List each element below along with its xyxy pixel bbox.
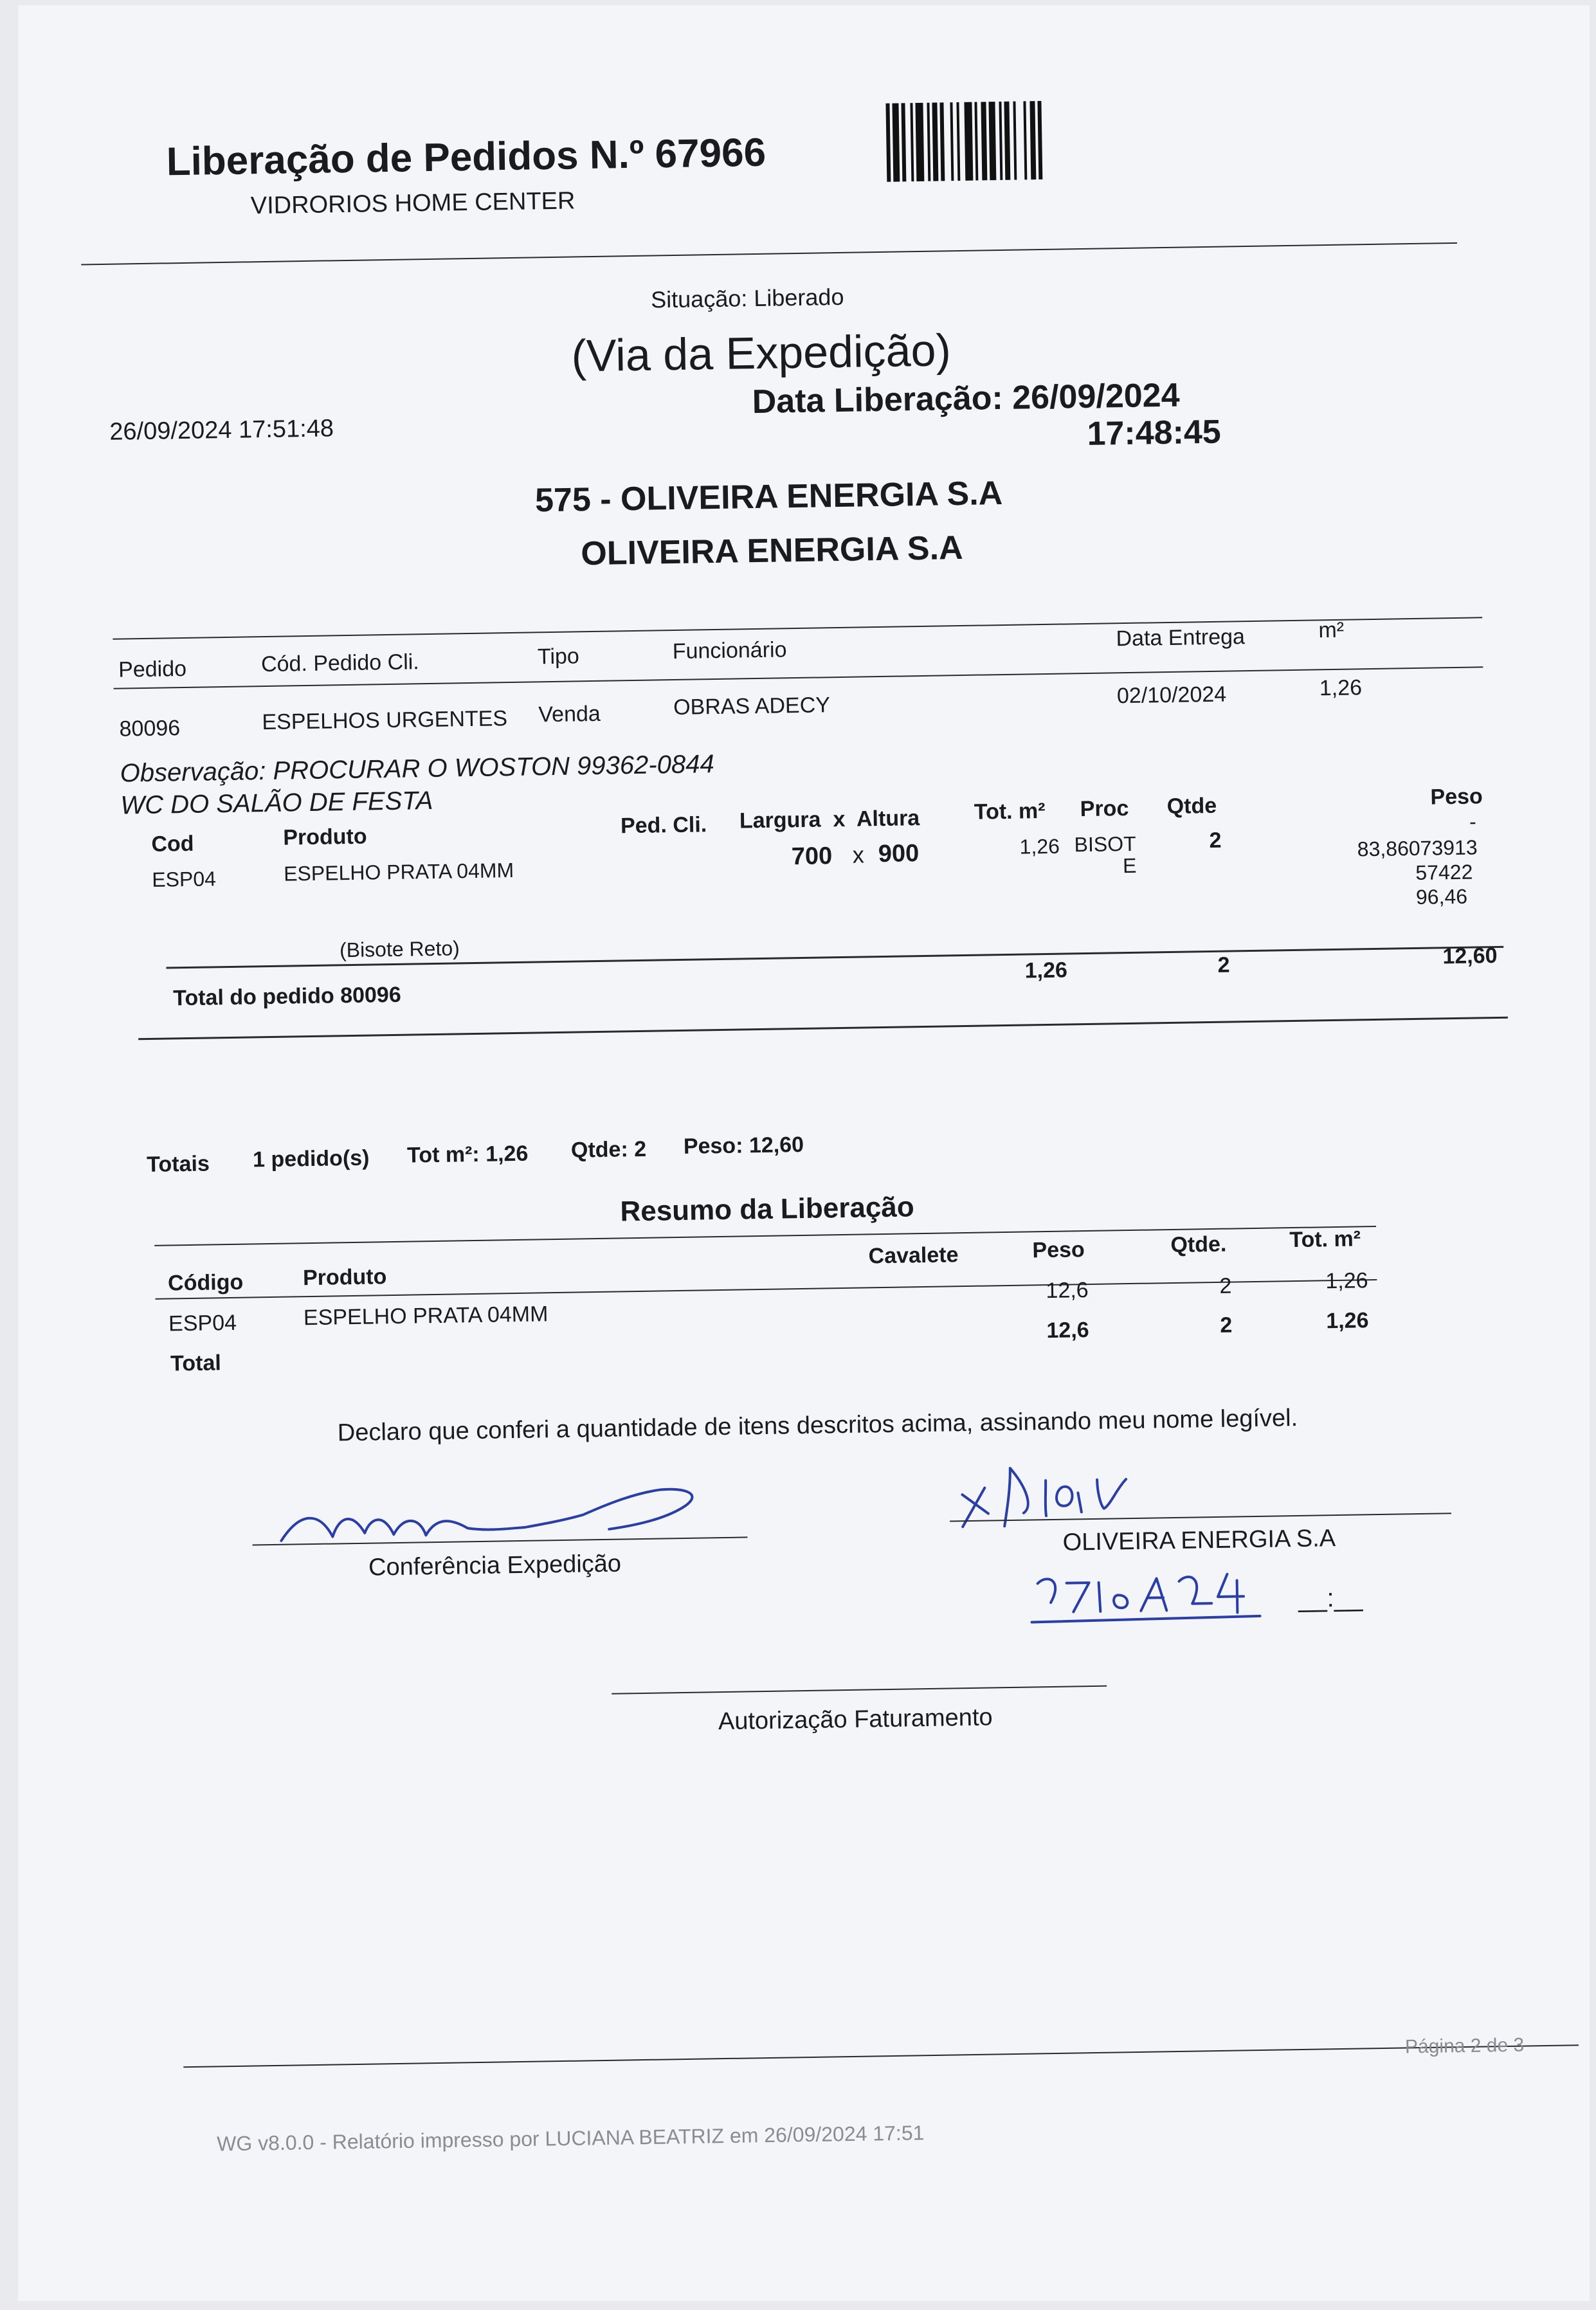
autorizacao-label: Autorização Faturamento bbox=[718, 1704, 993, 1736]
item-cod: ESP04 bbox=[151, 867, 217, 891]
item-peso-4: 96,46 bbox=[1415, 884, 1468, 909]
item-proc-1: BISOT bbox=[1074, 832, 1136, 857]
order-cod-pedido-cli: ESPELHOS URGENTES bbox=[262, 706, 508, 735]
summary-header-tot-m2: Tot. m² bbox=[1289, 1226, 1361, 1253]
summary-total-tot-m2: 1,26 bbox=[1325, 1308, 1369, 1334]
item-note: (Bisote Reto) bbox=[339, 936, 460, 962]
item-altura: 900 bbox=[878, 840, 920, 868]
order-header-pedido: Pedido bbox=[118, 656, 187, 682]
items-header-cod: Cod bbox=[151, 831, 194, 857]
items-header-qtde: Qtde bbox=[1166, 793, 1217, 819]
order-total-label: Total do pedido 80096 bbox=[172, 982, 401, 1011]
items-header-produto: Produto bbox=[282, 824, 367, 850]
order-tipo: Venda bbox=[538, 701, 601, 727]
header-divider bbox=[81, 242, 1457, 266]
summary-peso: 12,6 bbox=[1046, 1278, 1089, 1304]
barcode-bar bbox=[1041, 101, 1045, 179]
situation-status: Situação: Liberado bbox=[650, 283, 844, 313]
items-header-largura-altura: Largura x Altura bbox=[739, 806, 920, 833]
item-peso-1: - bbox=[1469, 810, 1477, 833]
document-content bbox=[18, 5, 1590, 2301]
footer-page-number: Página 2 de 3 bbox=[1404, 2034, 1525, 2058]
release-date: Data Liberação: 26/09/2024 bbox=[752, 376, 1180, 421]
footer-printed-by: WG v8.0.0 - Relatório impresso por LUCIANA BEATRIZ em 26/09/2024 17:51 bbox=[216, 2121, 925, 2156]
order-data-entrega: 02/10/2024 bbox=[1116, 682, 1227, 709]
item-produto: ESPELHO PRATA 04MM bbox=[283, 858, 514, 886]
order-table-top-rule bbox=[113, 617, 1482, 639]
items-header-proc: Proc bbox=[1080, 796, 1129, 822]
order-header-cod-pedido-cli: Cód. Pedido Cli. bbox=[260, 650, 419, 677]
totals-qtde: Qtde: 2 bbox=[570, 1136, 647, 1163]
summary-header-cavalete: Cavalete bbox=[868, 1242, 959, 1269]
barcode-image bbox=[885, 99, 1150, 181]
order-total-qtde: 2 bbox=[1217, 952, 1230, 978]
summary-codigo: ESP04 bbox=[168, 1310, 237, 1336]
summary-header-qtde: Qtde. bbox=[1170, 1232, 1227, 1258]
client-code-name: 575 - OLIVEIRA ENERGIA S.A bbox=[534, 474, 1003, 520]
item-qtde: 2 bbox=[1209, 828, 1222, 853]
totals-peso: Peso: 12,60 bbox=[683, 1132, 804, 1159]
order-header-data-entrega: Data Entrega bbox=[1116, 624, 1246, 651]
items-header-peso: Peso bbox=[1430, 784, 1483, 810]
summary-total-peso: 12,6 bbox=[1046, 1318, 1089, 1343]
autorizacao-signature-line bbox=[612, 1686, 1107, 1695]
document-title: Liberação de Pedidos N.º 67966 bbox=[166, 130, 766, 185]
conferencia-label: Conferência Expedição bbox=[368, 1550, 622, 1581]
items-bottom-rule bbox=[138, 1017, 1508, 1040]
summary-total-qtde: 2 bbox=[1220, 1313, 1233, 1338]
order-total-peso: 12,60 bbox=[1442, 943, 1498, 969]
observation-line-2: WC DO SALÃO DE FESTA bbox=[120, 786, 433, 820]
summary-qtde: 2 bbox=[1219, 1273, 1232, 1298]
company-name: VIDRORIOS HOME CENTER bbox=[250, 187, 576, 220]
via-label: (Via da Expedição) bbox=[570, 325, 952, 381]
items-header-tot-m2: Tot. m² bbox=[974, 799, 1046, 824]
order-m2: 1,26 bbox=[1319, 675, 1363, 701]
totals-pedidos: 1 pedido(s) bbox=[252, 1145, 370, 1172]
summary-header-peso: Peso bbox=[1032, 1237, 1085, 1263]
totals-tot-m2: Tot m²: 1,26 bbox=[406, 1141, 529, 1168]
summary-header-produto: Produto bbox=[302, 1264, 387, 1291]
observation-line-1: Observação: PROCURAR O WOSTON 99362-0844 bbox=[120, 750, 714, 788]
summary-tot-m2: 1,26 bbox=[1325, 1268, 1368, 1294]
summary-total-label: Total bbox=[170, 1351, 222, 1376]
print-datetime: 26/09/2024 17:51:48 bbox=[109, 415, 334, 446]
order-pedido: 80096 bbox=[119, 716, 181, 741]
declaration-text: Declaro que conferi a quantidade de itens descritos acima, assinando meu nome legível. bbox=[337, 1404, 1298, 1447]
order-header-tipo: Tipo bbox=[537, 644, 580, 669]
summary-header-codigo: Código bbox=[167, 1269, 244, 1296]
items-header-ped-cli: Ped. Cli. bbox=[620, 812, 707, 839]
item-tot-m2: 1,26 bbox=[1019, 834, 1060, 859]
item-peso-2: 83,86073913 bbox=[1357, 835, 1478, 861]
order-header-funcionario: Funcionário bbox=[672, 637, 787, 664]
order-funcionario: OBRAS ADECY bbox=[673, 693, 831, 720]
item-largura: 700 bbox=[791, 842, 833, 871]
item-peso-3: 57422 bbox=[1415, 860, 1473, 884]
client-name: OLIVEIRA ENERGIA S.A bbox=[580, 529, 964, 573]
order-total-m2: 1,26 bbox=[1024, 958, 1068, 983]
footer-rule bbox=[183, 2044, 1579, 2068]
order-header-m2: m² bbox=[1318, 617, 1345, 643]
time-placeholder: __:__ bbox=[1298, 1583, 1363, 1613]
document-page bbox=[18, 5, 1590, 2301]
item-proc-2: E bbox=[1122, 853, 1137, 878]
totals-label: Totais bbox=[146, 1151, 210, 1178]
item-x: x bbox=[852, 841, 865, 868]
summary-produto: ESPELHO PRATA 04MM bbox=[303, 1302, 549, 1331]
handwritten-date bbox=[1028, 1560, 1312, 1635]
client-signature-label: OLIVEIRA ENERGIA S.A bbox=[1062, 1525, 1336, 1556]
summary-title: Resumo da Liberação bbox=[620, 1191, 915, 1228]
release-time: 17:48:45 bbox=[1087, 413, 1222, 453]
